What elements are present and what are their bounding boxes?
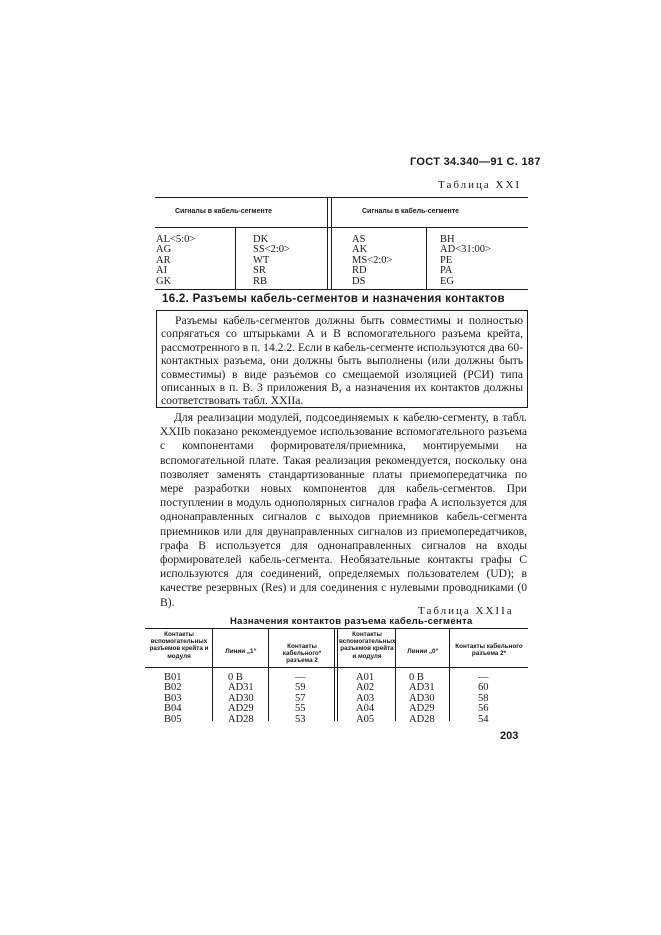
table-cell: BH [440, 234, 455, 245]
table-cell: SR [253, 265, 266, 277]
table-cell: AR [156, 254, 171, 266]
table-xxiia-col-sep-1 [212, 628, 213, 721]
table-cell: PA [440, 265, 453, 277]
table-xxi-head-right: Сигналы в кабель-сегменте [362, 208, 460, 215]
table-cell: A04 [356, 703, 375, 715]
table-cell: 0 B [228, 672, 243, 683]
table-xxiia-col-4 [356, 673, 374, 725]
table-xxiia-col-1 [164, 673, 182, 725]
table-cell: GK [156, 275, 172, 287]
table-cell: B01 [164, 672, 182, 683]
table-cell: A03 [356, 692, 375, 704]
table-cell: 57 [295, 692, 306, 704]
table-xxiia-header-2: Линии „1“ [225, 648, 257, 655]
table-xxi-divider-a [327, 197, 328, 289]
table-cell: AK [352, 244, 368, 256]
table-cell: A01 [356, 672, 375, 683]
table-cell: — [478, 672, 489, 683]
table-cell: A02 [356, 682, 375, 694]
table-cell: 58 [478, 692, 489, 704]
table-cell: DK [253, 234, 269, 245]
table-cell: B04 [164, 703, 182, 715]
table-xxiia-header-4: Контакты вспомогательных разъемов крейта и модуля [339, 631, 396, 660]
table-xxiia-header-5: Линии „0“ [407, 648, 439, 655]
table-cell: — [295, 672, 306, 683]
table-xxiia-col-sep-5 [449, 628, 450, 721]
table-cell: AD31 [228, 682, 254, 694]
table-cell: AD31 [409, 682, 435, 694]
table-cell: RD [352, 265, 367, 277]
table-xxi-head-rule [155, 227, 528, 228]
table-xxiia-title: Назначения контактов разъема кабель-сегмента [230, 616, 473, 627]
table-cell: AD<31:00> [440, 244, 491, 256]
table-xxi-col-3 [352, 235, 392, 287]
table-xxiia-col-3 [295, 673, 306, 725]
table-xxiia-head-rule [145, 667, 528, 668]
table-xxi-col-sep-1 [235, 227, 236, 289]
table-xxi-caption: Таблица XXI [438, 179, 522, 191]
table-xxiia-col-2 [228, 673, 254, 725]
table-cell: DS [352, 275, 366, 287]
section-heading: 16.2. Разъемы кабель-сегментов и назначения контактов [162, 293, 505, 305]
body-paragraph: Для реализации модулей, подсоединяемых к кабелю-сегменту, в табл. XXIIb показано рекомендуемое использование вспомогательного разъема с компонентами формирователя/приемника, монтируемыми на вспомогательной плате. Такая реализация рекомендуется, поскольку она позволяет заменять стандартизованные платы приемопередатчика по мере разработки новых компонентов для кабель-сегментов. При поступлении в модуль однополярных сигналов графа А используется для однонаправленных сигналов с выходов приемников кабель-сегмента приемников или для двунаправленных сигналов из приемопередатчиков, графа В используется для однонаправленных сигналов на входы формирователей кабель-сегмента. Необязательные контакты графы С используются для соединений, определяемых пользователем (UD); в качестве резервных (Res) и для соединения с нулевыми проводниками (0 В). [160, 411, 527, 609]
running-header: ГОСТ 34.340—91 С. 187 [410, 156, 541, 168]
table-cell: RB [253, 275, 268, 287]
table-xxiia-header-1: Контакты вспомогательных разъемов крейта и модуля [149, 631, 209, 660]
table-cell: 60 [478, 682, 489, 694]
table-cell: EG [440, 275, 454, 287]
table-xxi-col-1 [156, 235, 195, 287]
table-cell: AS [352, 234, 366, 245]
table-xxiia-col-sep-2 [268, 628, 269, 721]
table-xxi-top-rule [155, 197, 528, 198]
table-cell: AD30 [409, 692, 435, 704]
table-xxi-bottom-rule [155, 289, 528, 290]
table-cell: WT [253, 254, 270, 266]
table-xxi-col-2 [253, 235, 290, 287]
table-cell: 54 [478, 713, 489, 725]
table-xxiia-caption: Таблица XXIIa [418, 605, 514, 617]
table-cell: SS<2:0> [253, 244, 290, 256]
table-cell: AD28 [409, 713, 435, 725]
table-xxi-head-left: Сигналы в кабель-сегменте [175, 208, 273, 215]
table-xxiia-col-5 [409, 673, 435, 725]
table-cell: 59 [295, 682, 306, 694]
boxed-requirement [156, 310, 528, 408]
table-cell: AG [156, 244, 172, 256]
table-cell: AD28 [228, 713, 254, 725]
table-xxiia-header-3: Контакты кабельного* разъема 2 [282, 643, 322, 665]
table-cell: B05 [164, 713, 182, 725]
table-cell: 55 [295, 703, 306, 715]
table-cell: MS<2:0> [352, 254, 393, 266]
table-cell: AL<5:0> [156, 234, 196, 245]
page-number: 203 [500, 730, 519, 742]
table-xxi-col-sep-2 [426, 227, 427, 289]
table-cell: 53 [295, 713, 306, 725]
table-cell: AD30 [228, 692, 254, 704]
table-cell: 56 [478, 703, 489, 715]
table-cell: AD29 [409, 703, 435, 715]
table-xxi-col-4 [440, 235, 491, 287]
table-cell: AD29 [228, 703, 254, 715]
boxed-requirement-text: Разъемы кабель-сегментов должны быть совместимы и полностью сопрягаться со штырьками А и В вспомогательного разъема крейта, рассмотренного в п. 14.2.2. Если в кабель-сегменте используются два 60-контактных разъема, они должны быть выполнены (или должны быть совместимы) в виде разъемов со смещаемой изоляцией (РСИ) типа описанных в п. В. 3 приложения В, а назначения их контактов должны соответствовать табл. XXIIa. [161, 314, 523, 408]
table-xxiia-col-sep-3b [337, 628, 338, 721]
table-cell: B02 [164, 682, 182, 694]
table-cell: AI [156, 265, 168, 277]
table-cell: PE [440, 254, 453, 266]
table-cell: 0 B [409, 672, 424, 683]
table-cell: A05 [356, 713, 375, 725]
table-xxiia-col-6 [478, 673, 489, 725]
table-xxi-divider-b [331, 197, 332, 289]
table-xxiia-col-sep-4 [395, 628, 396, 721]
table-xxiia-col-sep-3a [334, 628, 335, 721]
table-xxiia-header-6: Контакты кабельного разъема 2* [455, 643, 523, 658]
table-cell: B03 [164, 692, 182, 704]
